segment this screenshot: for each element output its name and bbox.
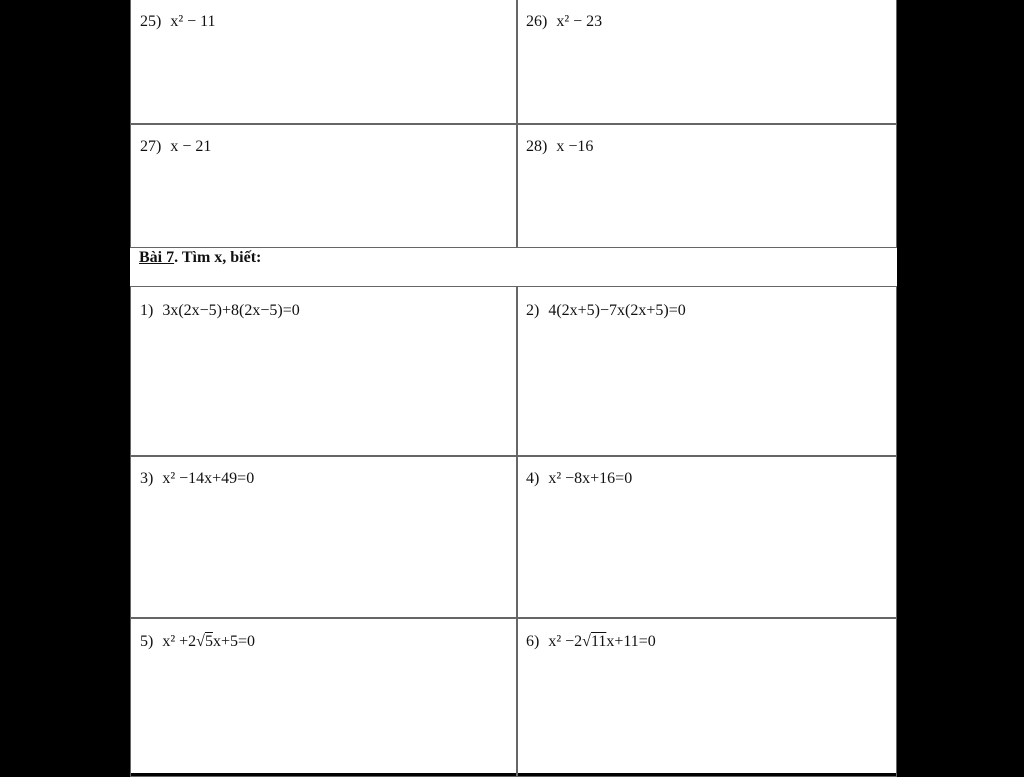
equation-4: 4) x² −8x+16=0	[526, 470, 633, 487]
problem-28: 28) x −16	[526, 138, 594, 155]
equation-3: 3) x² −14x+49=0	[140, 470, 255, 487]
equation-cell-2	[516, 286, 897, 457]
equation-2: 2) 4(2x+5)−7x(2x+5)=0	[526, 302, 686, 319]
problem-27: 27) x − 21	[140, 138, 212, 155]
problem-cell-26	[516, 0, 897, 125]
equation-1: 1) 3x(2x−5)+8(2x−5)=0	[140, 302, 300, 319]
problem-26: 26) x² − 23	[526, 13, 603, 30]
exercise-heading: Bài 7. Tìm x, biết:	[139, 249, 262, 266]
problem-cell-27	[130, 123, 518, 248]
problem-cell-28	[516, 123, 897, 248]
equation-cell-5	[130, 617, 518, 777]
equation-cell-1	[130, 286, 518, 457]
equation-6: 6) x² −2√11x+11=0	[526, 633, 656, 650]
worksheet-page	[130, 0, 897, 773]
problem-25: 25) x² − 11	[140, 13, 216, 30]
problem-cell-25	[130, 0, 518, 125]
equation-cell-6	[516, 617, 897, 777]
equation-5: 5) x² +2√5x+5=0	[140, 633, 255, 650]
equation-cell-4	[516, 455, 897, 619]
equation-cell-3	[130, 455, 518, 619]
